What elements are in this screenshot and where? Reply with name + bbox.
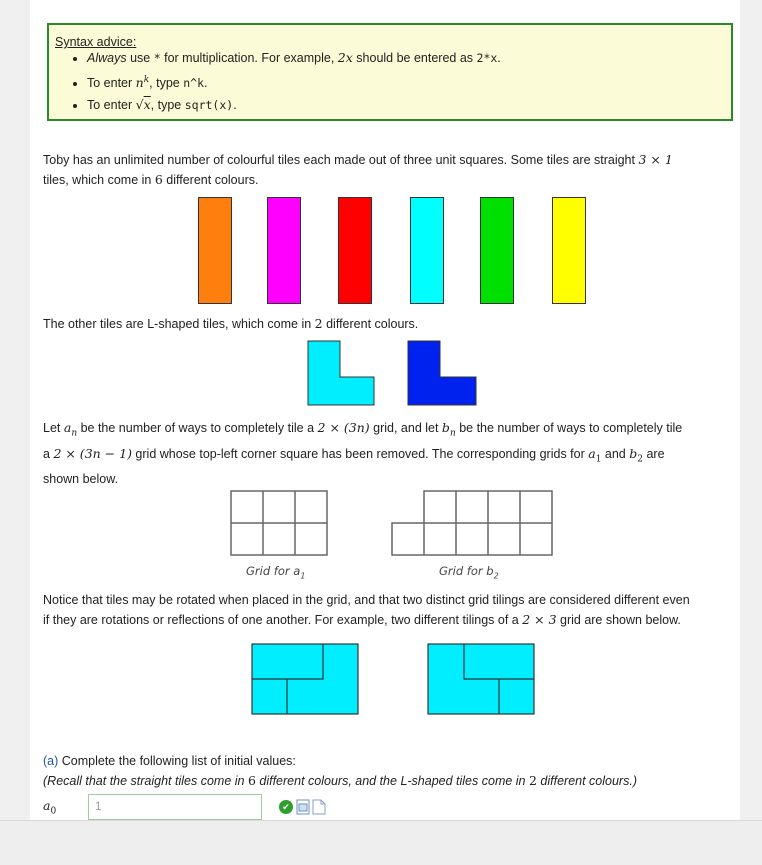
bottom-bar <box>0 820 762 865</box>
straight-tile-yellow <box>552 197 586 304</box>
answer-label-a0: $a_0$ <box>43 798 57 817</box>
definition-paragraph: Let $a_n$ be the number of ways to completely tile a 2 × (3n) grid, and let $b_n$ be the number of ways to completely tile a 2 × (3n − 1) grid whose top-left corner square has been removed. The corresponding grids for $a_1$ and $b_2$ are shown below. <box>43 420 683 486</box>
lshaped-tile-blue <box>408 341 476 405</box>
caption-grid-b2: Grid for $b_2$ <box>439 564 499 581</box>
grid-a1 <box>231 491 327 555</box>
syntax-advice-title: Syntax advice: <box>55 35 137 49</box>
straight-tile-cyan <box>410 197 444 304</box>
advice-item-multiplication: • Always use * for multiplication. For example, 2x should be entered as 2*x. <box>87 47 501 69</box>
tiling-examples-figure <box>248 640 538 720</box>
advice-item-sqrt: • To enter √x, type sqrt(x). <box>87 94 501 116</box>
part-a-prompt: (a) Complete the following list of initial values: (Recall that the straight tiles come in 6 different colours, and the L-shaped tiles come in 2 different colours.) <box>43 754 637 788</box>
grid-b2 <box>392 491 552 555</box>
straight-tile-green <box>480 197 514 304</box>
lshaped-paragraph: The other tiles are L-shaped tiles, which come in 2 different colours. <box>43 316 419 331</box>
lshaped-tiles-figure <box>306 337 486 407</box>
syntax-advice-list <box>69 47 501 116</box>
tiling-example-2 <box>428 644 534 714</box>
straight-tile-orange <box>198 197 232 304</box>
tiling-example-1 <box>252 644 358 714</box>
caption-grid-a1: Grid for $a_1$ <box>246 564 306 581</box>
straight-tile-magenta <box>267 197 301 304</box>
answer-input-a0[interactable]: 1 <box>88 794 262 820</box>
syntax-advice-box <box>47 23 733 121</box>
straight-tile-red <box>338 197 372 304</box>
advice-item-power: • To enter $n^k$, type n^k. <box>87 69 501 94</box>
example-grids-figure <box>226 484 560 564</box>
intro-paragraph: Toby has an unlimited number of colourful tiles each made out of three unit squares. Some tiles are straight 3 × 1 tiles, which come in 6 different colours. <box>43 152 673 187</box>
lshaped-tile-cyan <box>308 341 374 405</box>
preview-icon[interactable] <box>296 799 310 815</box>
document-icon[interactable] <box>312 799 326 815</box>
notice-paragraph: Notice that tiles may be rotated when placed in the grid, and that two distinct grid tilings are considered different even if they are rotations or reflections of one another. For example, two different tilings of a 2 × 3 grid are shown below. <box>43 593 690 627</box>
question-page <box>30 0 740 820</box>
correct-check-icon: ✔ <box>279 800 293 814</box>
